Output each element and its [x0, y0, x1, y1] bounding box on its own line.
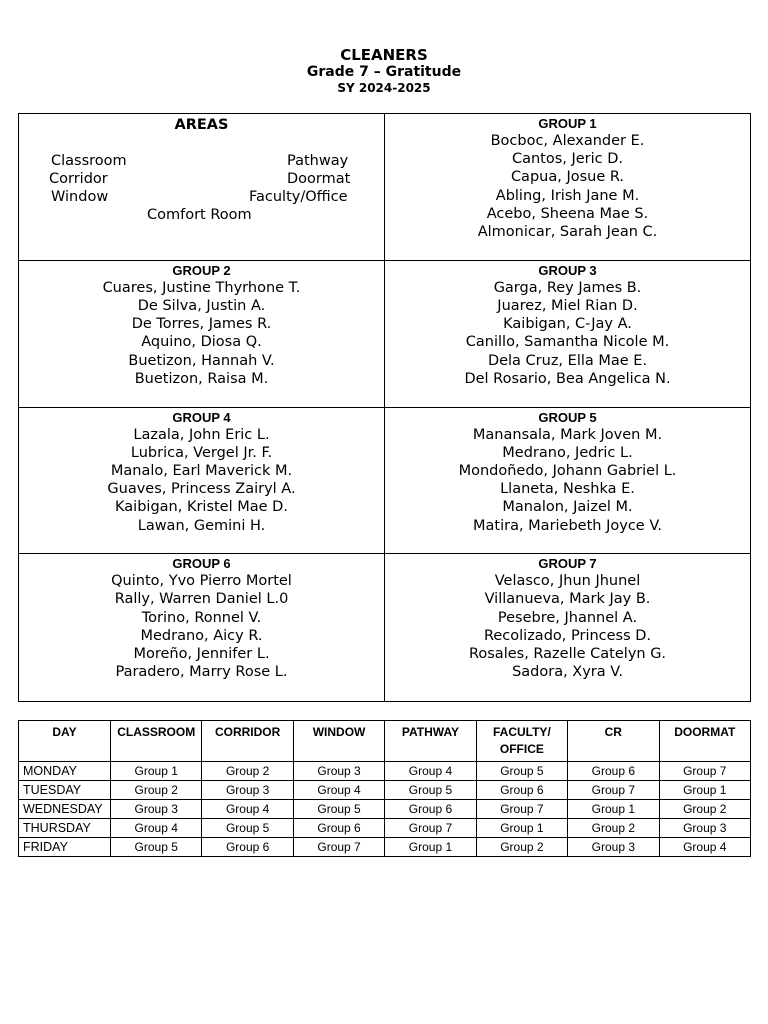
table-cell: Group 4: [111, 819, 202, 838]
table-row: [19, 762, 751, 781]
group-title: GROUP 4: [172, 409, 231, 425]
group-member: Medrano, Jedric L.: [502, 444, 633, 461]
group-title: GROUP 2: [172, 262, 231, 278]
table-cell: Group 4: [293, 781, 384, 800]
group-5-cell: [385, 408, 750, 555]
group-member: Lubrica, Vergel Jr. F.: [130, 444, 273, 461]
table-cell: Group 1: [659, 781, 750, 800]
group-title: GROUP 5: [538, 409, 597, 425]
table-cell: Group 2: [111, 781, 202, 800]
schedule-table: [18, 720, 751, 857]
table-cell: Group 5: [111, 838, 202, 857]
group-member: Rosales, Razelle Catelyn G.: [468, 646, 667, 663]
group-member: Llaneta, Neshka E.: [500, 481, 635, 498]
table-cell: Group 6: [385, 800, 476, 819]
group-title: GROUP 6: [172, 556, 231, 572]
group-member: Velasco, Jhun Jhunel: [494, 573, 641, 590]
table-cell: Group 6: [476, 781, 567, 800]
areas-list: [19, 134, 384, 234]
table-cell: Group 4: [659, 838, 750, 857]
area-window: Window: [51, 189, 109, 205]
group-6-cell: [19, 554, 385, 701]
table-cell: Group 5: [385, 781, 476, 800]
area-doormat: Doormat: [287, 171, 351, 187]
table-cell: Group 7: [568, 781, 659, 800]
areas-cell: [19, 114, 385, 261]
schedule-header-row: [19, 721, 751, 762]
header-cr: CR: [568, 721, 659, 762]
table-cell: Group 2: [568, 819, 659, 838]
table-cell: Group 7: [659, 762, 750, 781]
table-cell: Group 7: [476, 800, 567, 819]
table-cell: Group 5: [202, 819, 293, 838]
group-member: De Silva, Justin A.: [137, 297, 266, 314]
table-cell: Group 4: [385, 762, 476, 781]
group-title: GROUP 7: [538, 556, 597, 572]
table-row: [19, 838, 751, 857]
group-member: Abling, Irish Jane M.: [495, 187, 640, 204]
day-cell: MONDAY: [19, 762, 111, 781]
group-member: Manalo, Earl Maverick M.: [110, 462, 293, 479]
group-7-cell: [385, 554, 750, 701]
group-member: De Torres, James R.: [131, 316, 272, 333]
day-cell: THURSDAY: [19, 819, 111, 838]
group-member: Dela Cruz, Ella Mae E.: [487, 352, 648, 369]
group-member: Sadora, Xyra V.: [512, 664, 623, 681]
table-cell: Group 3: [111, 800, 202, 819]
area-classroom: Classroom: [51, 153, 127, 169]
group-member: Buetizon, Raisa M.: [134, 370, 269, 387]
table-cell: Group 1: [568, 800, 659, 819]
table-cell: Group 7: [293, 838, 384, 857]
area-corridor: Corridor: [49, 171, 108, 187]
group-title: GROUP 3: [538, 262, 597, 278]
group-member: Garga, Rey James B.: [493, 279, 642, 296]
table-cell: Group 3: [202, 781, 293, 800]
table-row: [19, 781, 751, 800]
day-cell: WEDNESDAY: [19, 800, 111, 819]
table-cell: Group 4: [202, 800, 293, 819]
table-cell: Group 6: [568, 762, 659, 781]
group-member: Recolizado, Princess D.: [483, 627, 652, 644]
table-cell: Group 3: [659, 819, 750, 838]
group-member: Mondoñedo, Johann Gabriel L.: [458, 462, 677, 479]
group-2-cell: [19, 261, 385, 408]
table-cell: Group 3: [293, 762, 384, 781]
group-member: Del Rosario, Bea Angelica N.: [464, 370, 671, 387]
group-member: Paradero, Marry Rose L.: [115, 664, 288, 681]
group-member: Manalon, Jaizel M.: [502, 499, 633, 516]
group-member: Matira, Mariebeth Joyce V.: [473, 517, 662, 534]
group-member: Almonicar, Sarah Jean C.: [477, 224, 658, 241]
group-member: Acebo, Sheena Mae S.: [486, 205, 649, 222]
header-day: DAY: [19, 721, 111, 762]
header-faculty-office: FACULTY/ OFFICE: [476, 721, 567, 762]
group-member: Kaibigan, Kristel Mae D.: [115, 499, 288, 516]
table-cell: Group 6: [293, 819, 384, 838]
group-member: Quinto, Yvo Pierro Mortel: [111, 573, 292, 590]
group-member: Moreño, Jennifer L.: [133, 646, 270, 663]
day-cell: TUESDAY: [19, 781, 111, 800]
group-member: Buetizon, Hannah V.: [128, 352, 275, 369]
areas-title: AREAS: [174, 117, 229, 133]
table-cell: Group 5: [293, 800, 384, 819]
document-header: [0, 46, 768, 96]
table-cell: Group 1: [385, 838, 476, 857]
header-doormat: DOORMAT: [659, 721, 750, 762]
group-member: Cantos, Jeric D.: [511, 151, 624, 168]
group-member: Lazala, John Eric L.: [133, 426, 270, 443]
table-cell: Group 2: [202, 762, 293, 781]
table-cell: Group 1: [111, 762, 202, 781]
group-4-cell: [19, 408, 385, 555]
school-year: SY 2024-2025: [337, 81, 431, 95]
group-member: Cuares, Justine Thyrhone T.: [102, 279, 301, 296]
groups-grid: [18, 113, 751, 702]
area-faculty-office: Faculty/Office: [249, 189, 348, 205]
day-cell: FRIDAY: [19, 838, 111, 857]
group-member: Bocboc, Alexander E.: [490, 133, 645, 149]
group-member: Torino, Ronnel V.: [141, 609, 262, 626]
group-3-cell: [385, 261, 750, 408]
header-corridor: CORRIDOR: [202, 721, 293, 762]
header-classroom: CLASSROOM: [111, 721, 202, 762]
table-cell: Group 3: [568, 838, 659, 857]
table-cell: Group 7: [385, 819, 476, 838]
area-pathway: Pathway: [287, 153, 349, 169]
group-member: Lawan, Gemini H.: [137, 517, 266, 534]
group-member: Medrano, Aicy R.: [140, 627, 263, 644]
group-member: Kaibigan, C-Jay A.: [503, 316, 632, 333]
group-member: Guaves, Princess Zairyl A.: [107, 481, 296, 498]
table-cell: Group 2: [659, 800, 750, 819]
group-member: Aquino, Diosa Q.: [141, 334, 262, 351]
table-cell: Group 6: [202, 838, 293, 857]
group-1-cell: [385, 114, 750, 261]
table-cell: Group 2: [476, 838, 567, 857]
group-member: Rally, Warren Daniel L.0: [114, 591, 289, 608]
group-member: Capua, Josue R.: [510, 169, 625, 186]
group-member: Manansala, Mark Joven M.: [472, 426, 663, 443]
group-title: GROUP 1: [538, 116, 597, 131]
group-member: Villanueva, Mark Jay B.: [484, 591, 651, 608]
header-window: WINDOW: [293, 721, 384, 762]
table-row: [19, 800, 751, 819]
table-cell: Group 5: [476, 762, 567, 781]
group-member: Canillo, Samantha Nicole M.: [465, 334, 670, 351]
area-comfort-room: Comfort Room: [147, 207, 252, 223]
table-cell: Group 1: [476, 819, 567, 838]
class-name: Grade 7 – Gratitude: [306, 64, 462, 80]
table-row: [19, 819, 751, 838]
group-member: Juarez, Miel Rian D.: [497, 297, 638, 314]
group-member: Pesebre, Jhannel A.: [497, 609, 638, 626]
header-pathway: PATHWAY: [385, 721, 476, 762]
page-title: CLEANERS: [340, 46, 428, 64]
